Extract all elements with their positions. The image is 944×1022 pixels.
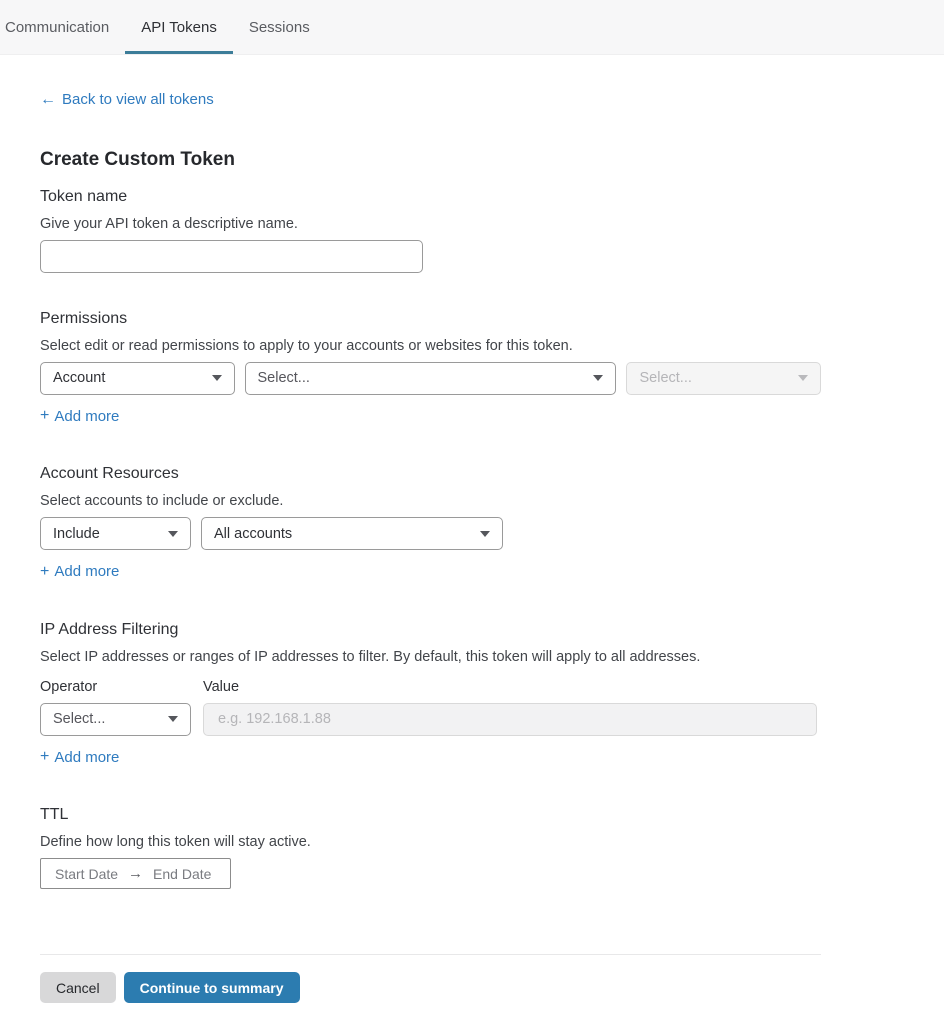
tab-bar xyxy=(0,0,944,55)
ip-value-input xyxy=(203,703,817,736)
resource-mode-value: Include xyxy=(53,525,100,542)
account-resources-section xyxy=(40,465,821,581)
token-name-description: Give your API token a descriptive name. xyxy=(40,215,298,232)
permissions-add-more-link[interactable] xyxy=(40,408,119,425)
start-date-placeholder: Start Date xyxy=(55,865,119,882)
value-label: Value xyxy=(203,678,240,695)
permission-scope-value: Account xyxy=(53,370,106,386)
account-resources-add-more-link[interactable] xyxy=(40,563,119,580)
ip-filtering-labels xyxy=(40,679,821,695)
ip-filtering-row xyxy=(40,703,821,736)
token-name-heading: Token name xyxy=(40,187,128,205)
back-to-tokens-link[interactable] xyxy=(40,91,214,108)
right-arrow-icon: → xyxy=(128,865,144,882)
chevron-down-icon xyxy=(212,375,222,381)
chevron-down-icon xyxy=(168,531,178,537)
plus-icon: + xyxy=(40,748,50,765)
permissions-row xyxy=(40,362,821,395)
ttl-date-range-picker[interactable] xyxy=(40,858,231,889)
tab-api-tokens[interactable] xyxy=(125,0,233,54)
permissions-description: Select edit or read permissions to apply to your accounts or websites for this token. xyxy=(40,337,573,354)
tab-sessions[interactable] xyxy=(233,0,326,54)
ip-filtering-add-more-link[interactable] xyxy=(40,749,119,766)
operator-label: Operator xyxy=(40,678,98,695)
ip-filtering-heading: IP Address Filtering xyxy=(40,620,179,638)
ttl-section xyxy=(40,806,821,889)
resource-accounts-select[interactable] xyxy=(201,517,503,550)
account-resources-description: Select accounts to include or exclude. xyxy=(40,493,284,509)
permission-group-value: Select... xyxy=(257,370,310,386)
chevron-down-icon xyxy=(480,531,490,537)
chevron-down-icon xyxy=(168,716,178,722)
tab-api-tokens-label: API Tokens xyxy=(141,18,217,36)
permission-scope-select[interactable] xyxy=(40,362,235,395)
permission-level-value: Select... xyxy=(639,370,692,386)
add-more-label: Add more xyxy=(54,407,120,425)
resource-accounts-value: All accounts xyxy=(214,525,293,542)
ip-filtering-section xyxy=(40,621,821,767)
back-link-label: Back to view all tokens xyxy=(62,91,214,108)
ttl-description: Define how long this token will stay active. xyxy=(40,834,311,850)
chevron-down-icon xyxy=(593,375,603,381)
plus-icon: + xyxy=(40,407,50,424)
footer-actions xyxy=(40,972,821,1003)
main-content xyxy=(0,55,861,1003)
ip-filtering-description: Select IP addresses or ranges of IP addresses to filter. By default, this token will apply to all addresses. xyxy=(40,648,701,665)
ip-operator-select[interactable] xyxy=(40,703,191,736)
ttl-heading: TTL xyxy=(40,806,69,823)
token-name-section xyxy=(40,188,821,273)
back-arrow-icon: ← xyxy=(40,90,56,108)
plus-icon: + xyxy=(40,562,50,580)
token-name-input[interactable] xyxy=(40,240,423,273)
tab-sessions-label: Sessions xyxy=(248,18,310,36)
chevron-down-icon xyxy=(798,375,808,381)
permissions-heading: Permissions xyxy=(40,309,128,327)
continue-to-summary-button[interactable]: Continue to summary xyxy=(124,972,300,1003)
tab-communication[interactable] xyxy=(0,0,125,54)
resource-mode-select[interactable] xyxy=(40,517,191,550)
account-resources-row xyxy=(40,517,821,550)
end-date-placeholder: End Date xyxy=(153,865,212,882)
ip-operator-value: Select... xyxy=(53,711,106,727)
add-more-label: Add more xyxy=(54,563,120,580)
permissions-section xyxy=(40,310,821,426)
footer-divider xyxy=(40,954,821,955)
add-more-label: Add more xyxy=(54,748,120,766)
account-resources-heading: Account Resources xyxy=(40,465,179,482)
permission-group-select[interactable] xyxy=(245,362,617,395)
page-title: Create Custom Token xyxy=(40,148,235,170)
tab-communication-label: Communication xyxy=(5,18,110,36)
permission-level-select xyxy=(626,362,821,395)
cancel-button[interactable]: Cancel xyxy=(40,972,116,1003)
